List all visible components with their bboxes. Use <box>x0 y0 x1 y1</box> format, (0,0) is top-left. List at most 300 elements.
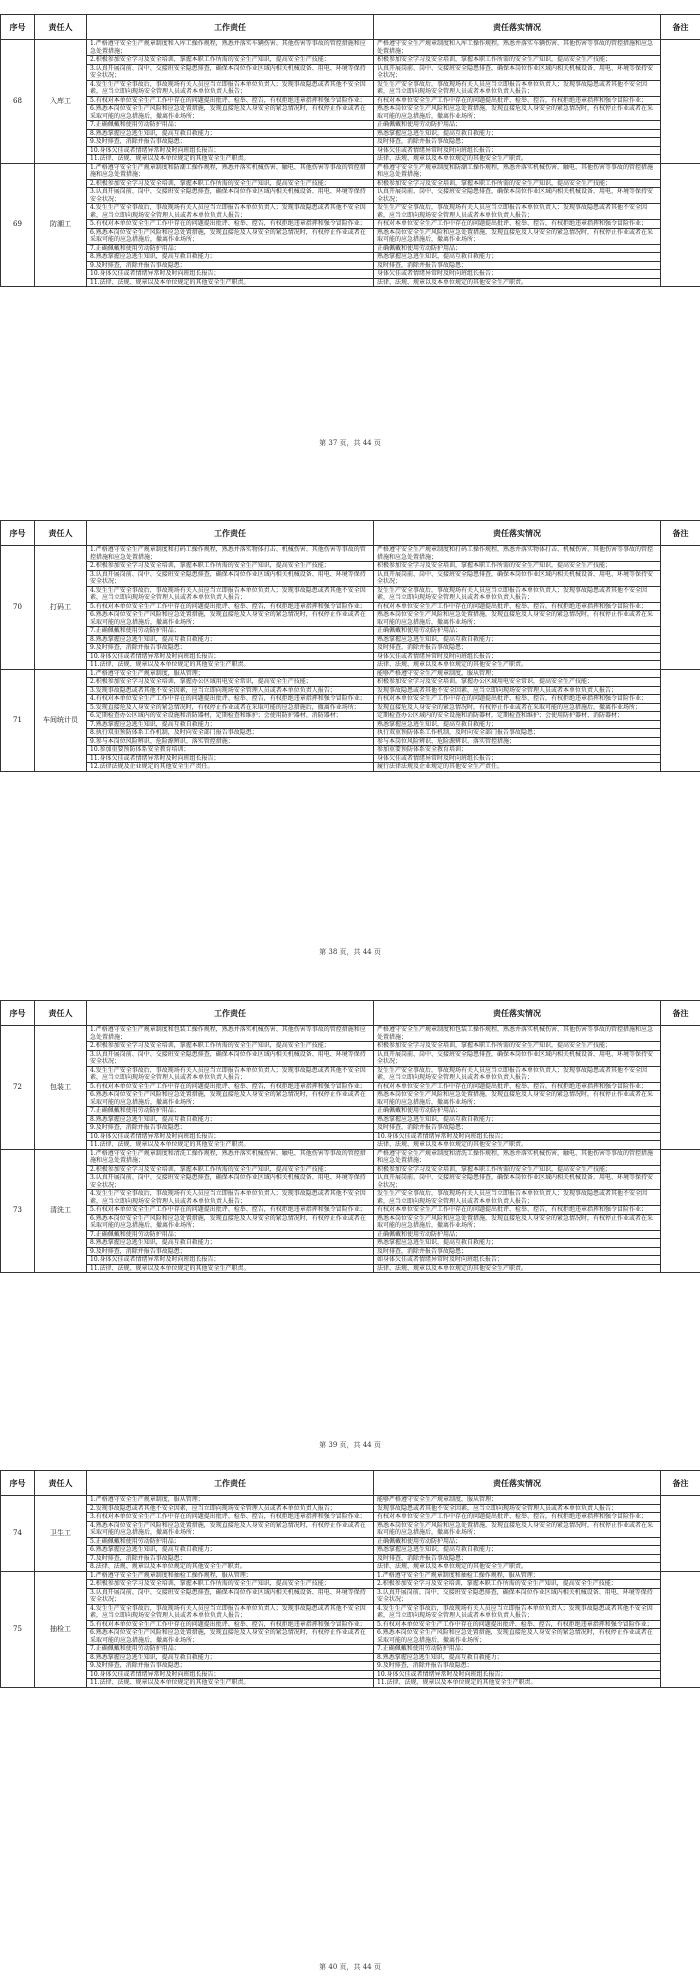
table-row <box>1 1132 700 1141</box>
duty-cell: 3.认真开展岗前、岗中、交接班安全隐患排查，确保本岗位作业区域内相关机械设备、用电、环境等保持安全状况； <box>87 1050 374 1066</box>
remark-cell <box>661 1026 700 1150</box>
role-cell: 入库工 <box>35 40 87 164</box>
duty-table <box>0 520 700 772</box>
table-row <box>1 627 700 636</box>
status-cell: 熟悉掌握应急逃生知识，提高互救自救能力； <box>374 129 661 138</box>
duty-cell: 7.正确佩戴和使用劳动防护用品； <box>87 1645 374 1654</box>
table-row <box>1 644 700 653</box>
duty-cell: 1.严格遵守安全生产规章制度和抽检工操作规程，服从管理； <box>87 1571 374 1580</box>
table-row <box>1 188 700 204</box>
table-row <box>1 64 700 80</box>
header-seq: 序号 <box>1 521 35 546</box>
page-footer: 第 40 页，共 44 页 <box>319 1963 381 1971</box>
remark-cell <box>661 1571 700 1687</box>
status-cell: 发现事故隐患或者其他不安全因素，应当立即向现场安全管理人员或者本单位负责人报告； <box>374 1504 661 1513</box>
status-cell: 熟悉本岗位安全生产风险和应急处置措施，发现直接危及人身安全的紧急情况时，有权停止作业或者在采取可能的应急措施后，撤离作业场所； <box>374 228 661 244</box>
status-cell: 有权对本单位安全生产工作中存在的问题提出批评、检举、控告，有权拒绝违章指挥和强令冒险作业； <box>374 1206 661 1215</box>
table-row <box>1 1513 700 1522</box>
table-header-row <box>1 1471 700 1496</box>
table-row <box>1 661 700 670</box>
role-cell: 清洗工 <box>35 1149 87 1273</box>
status-cell: 8.熟悉掌握应急逃生知识，提高互救自救能力； <box>374 1653 661 1662</box>
table-row <box>1 1174 700 1190</box>
status-cell: 1.严格遵守安全生产规章制度和抽检工操作规程，服从管理； <box>374 1571 661 1580</box>
duty-cell: 10.身体欠佳或者情绪异常时及时向班组长报告； <box>87 1670 374 1679</box>
header-duty: 工作责任 <box>87 1001 374 1026</box>
status-cell: 9.及时排查，消除并报告事故隐患； <box>374 1662 661 1671</box>
table-row <box>1 1496 700 1505</box>
duty-cell: 4.发生生产安全事故后，事故现场有关人员应当立即报告本单位负责人；发现事故隐患或者其他不安全因素，应当立即向现场安全管理人员或者本单位负责人报告； <box>87 1604 374 1620</box>
status-cell: 6.熟悉本岗位安全生产风险和应急处置措施，发现直接危及人身安全的紧急情况时，有权停止作业或者在采取可能的应急措施后，撤离作业场所； <box>374 1629 661 1645</box>
status-cell: 认真开展岗前、岗中、交接班安全隐患排查，确保本岗位作业区域内相关机械设备、用电、环境等保持安全状况； <box>374 570 661 586</box>
duty-cell: 6.熟悉掌握应急逃生知识，提高互救自救能力； <box>87 1546 374 1555</box>
status-cell: 能够严格遵守安全生产规章制度，服从管理； <box>374 1496 661 1505</box>
table-row <box>1 754 700 763</box>
seq-cell: 71 <box>1 669 35 771</box>
duty-table <box>0 1470 700 1688</box>
status-cell: 积极参加安全学习及安全培训，掌握本职工作所需的安全生产知识，提高安全生产技能； <box>374 1042 661 1051</box>
table-row <box>1 686 700 695</box>
table-row <box>1 695 700 704</box>
seq-cell: 73 <box>1 1149 35 1273</box>
table-row <box>1 1264 700 1273</box>
status-cell: 履行法律法规及企业规定的其他安全生产责任。 <box>374 763 661 772</box>
duty-cell: 5.发现直接危及人身安全的紧急情况时，有权停止作业或者在采取可能的应急措施后，撤离作业场所； <box>87 703 374 712</box>
duty-cell: 11.法律、法规、规章以及本单位规定的其他安全生产职责。 <box>87 278 374 287</box>
table-row <box>1 155 700 164</box>
table-row <box>1 1679 700 1688</box>
table-body <box>1 1496 700 1688</box>
status-cell: 熟悉本岗位安全生产风险和应急处置措施，发现直接危及人身安全的紧急情况时，有权停止作业或者在采取可能的应急措施后，撤离作业场所； <box>374 105 661 121</box>
table-row <box>1 40 700 56</box>
table-row <box>1 1206 700 1215</box>
duty-cell: 8.熟悉掌握应急逃生知识，提高互救自救能力； <box>87 129 374 138</box>
duty-cell: 5.有权对本单位安全生产工作中存在的问题提出批评、检举、控告，有权拒绝违章指挥和强令冒险作业； <box>87 602 374 611</box>
table-row <box>1 1239 700 1248</box>
table-row <box>1 1107 700 1116</box>
seq-cell: 72 <box>1 1026 35 1150</box>
status-cell: 熟悉本岗位安全生产风险和应急处置措施，发现直接危及人身安全的紧急情况时，有权停止作业或者在采取可能的应急措施后，撤离作业场所； <box>374 611 661 627</box>
duty-cell: 9.参与本岗位风险辨识、危险源辨识、落实管控措施； <box>87 737 374 746</box>
table-row <box>1 1653 700 1662</box>
table-row <box>1 729 700 738</box>
status-cell: 熟悉掌握应急逃生知识，提高互救自救能力； <box>374 635 661 644</box>
duty-cell: 3.认真开展岗前、岗中、交接班安全隐患排查，确保本岗位作业区域内相关机械设备、用电、环境等保持安全状况； <box>87 1588 374 1604</box>
status-cell: 正确佩戴和使用劳动防护用品； <box>374 627 661 636</box>
table-row <box>1 1141 700 1150</box>
status-cell: 严格遵守安全生产规章制度和入库工操作规程，熟悉并落实车辆伤害、其他伤害等事故的管控措施和应急处置措施； <box>374 40 661 56</box>
duty-table <box>0 1000 700 1273</box>
table-body <box>1 40 700 287</box>
table-row <box>1 179 700 188</box>
duty-cell: 9.及时排查，消除并报告事故隐患； <box>87 1662 374 1671</box>
doc-page-1 <box>0 14 700 287</box>
table-row <box>1 652 700 661</box>
status-cell: 3.认真开展岗前、岗中、交接班安全隐患排查，确保本岗位作业区域内相关机械设备、用电、环境等保持安全状况； <box>374 1588 661 1604</box>
table-row <box>1 56 700 65</box>
duty-cell: 10.身体欠佳或者情绪异常时及时向班组长报告； <box>87 146 374 155</box>
status-cell: 积极参加安全学习及安全培训，掌握本职工作所需的安全生产知识，提高安全生产技能； <box>374 1165 661 1174</box>
status-cell: 参与本岗位风险辨识、危险源辨识、落实管控措施； <box>374 737 661 746</box>
status-cell: 参加重要预防体系安全教育培训； <box>374 746 661 755</box>
table-row <box>1 1247 700 1256</box>
status-cell: 法律、法规、规章以及本单位规定的其他安全生产职责。 <box>374 278 661 287</box>
status-cell: 熟悉掌握应急逃生知识，提高互救自救能力； <box>374 253 661 262</box>
duty-cell: 2.积极参加安全学习及安全培训，掌握本职工作所需的安全生产知识，提高安全生产技能； <box>87 1165 374 1174</box>
page-footer: 第 37 页，共 44 页 <box>319 439 381 447</box>
table-row <box>1 105 700 121</box>
status-cell: 及时排查，消除并报告事故隐患； <box>374 644 661 653</box>
table-row <box>1 602 700 611</box>
table-row <box>1 611 700 627</box>
status-cell: 法律、法规、规章以及本单位规定的其他安全生产职责。 <box>374 1264 661 1273</box>
table-row <box>1 1091 700 1107</box>
table-row <box>1 746 700 755</box>
duty-cell: 11.法律、法规、规章以及本单位规定的其他安全生产职责。 <box>87 155 374 164</box>
role-cell: 车间统计员 <box>35 669 87 771</box>
table-row <box>1 1026 700 1042</box>
remark-cell <box>661 40 700 164</box>
table-row <box>1 546 700 562</box>
duty-cell: 4.有权对本单位安全生产工作中存在的问题提出批评、检举、控告，有权拒绝违章指挥和强令冒险作业； <box>87 695 374 704</box>
duty-cell: 10.身体欠佳或者情绪异常时及时向班组长报告； <box>87 1256 374 1265</box>
table-row <box>1 1230 700 1239</box>
table-row <box>1 228 700 244</box>
status-cell: 身体欠佳或者情绪异常时及时向班组长报告； <box>374 754 661 763</box>
status-cell: 严格遵守安全生产规章制度和清洗工操作规程，熟悉并落实机械伤害、触电、其他伤害等事故的管控措施和应急处置措施； <box>374 1149 661 1165</box>
status-cell: 10.身体欠佳或者情绪异常时及时向班组长报告； <box>374 1132 661 1141</box>
status-cell: 发现事故隐患或者其他不安全因素，应当立即向现场安全管理人员或者本单位负责人报告； <box>374 686 661 695</box>
remark-cell <box>661 1496 700 1572</box>
table-row <box>1 1042 700 1051</box>
table-row <box>1 244 700 253</box>
remark-cell <box>661 546 700 670</box>
status-cell: 身体欠佳或者情绪异常时及时向班组长报告； <box>374 652 661 661</box>
duty-cell: 8.熟悉掌握应急逃生知识，提高互救自救能力； <box>87 1115 374 1124</box>
table-row <box>1 1504 700 1513</box>
duty-cell: 3.认真开展岗前、岗中、交接班安全隐患排查，确保本岗位作业区域内相关机械设备、用电、环境等保持安全状况； <box>87 1174 374 1190</box>
status-cell: 认真开展岗前、岗中、交接班安全隐患排查，确保本岗位作业区域内相关机械设备、用电、环境等保持安全状况； <box>374 1174 661 1190</box>
status-cell: 11.法律、法规、规章以及本单位规定的其他安全生产职责。 <box>374 1679 661 1688</box>
table-row <box>1 1588 700 1604</box>
duty-cell: 7.正确佩戴和使用劳动防护用品； <box>87 121 374 130</box>
table-row <box>1 138 700 147</box>
table-row <box>1 586 700 602</box>
status-cell: 熟悉掌握应急逃生知识，提高互救自救能力； <box>374 1546 661 1555</box>
duty-cell: 9.及时排查，消除并报告事故隐患； <box>87 1247 374 1256</box>
duty-cell: 8.熟悉掌握应急逃生知识，提高互救自救能力； <box>87 635 374 644</box>
seq-cell: 74 <box>1 1496 35 1572</box>
status-cell: 身体欠佳或者情绪异常时及时向班组长报告； <box>374 146 661 155</box>
duty-cell: 1.严格遵守安全生产规章制度，服从管理； <box>87 669 374 678</box>
status-cell: 法律、法规、规章以及本单位规定的其他安全生产职责。 <box>374 1141 661 1150</box>
status-cell: 发现直接危及人身安全的紧急情况时，有权停止作业或者在采取可能的应急措施后，撤离作业场所； <box>374 703 661 712</box>
duty-cell: 6.熟悉本岗位安全生产风险和应急处置措施，发现直接危及人身安全的紧急情况时，有权停止作业或者在采取可能的应急措施后，撤离作业场所； <box>87 1629 374 1645</box>
duty-cell: 6.熟悉本岗位安全生产风险和应急处置措施，发现直接危及人身安全的紧急情况时，有权停止作业或者在采取可能的应急措施后，撤离作业场所； <box>87 228 374 244</box>
duty-cell: 9.及时排查，消除并报告事故隐患； <box>87 261 374 270</box>
duty-cell: 3.认真开展岗前、岗中、交接班安全隐患排查，确保本岗位作业区域内相关机械设备、用电、环境等保持安全状况； <box>87 188 374 204</box>
status-cell: 及时排查，消除并报告事故隐患； <box>374 261 661 270</box>
status-cell: 及时排查，消除并报告事故隐患； <box>374 138 661 147</box>
status-cell: 正确佩戴和使用劳动防护用品； <box>374 244 661 253</box>
seq-cell: 69 <box>1 163 35 287</box>
header-seq: 序号 <box>1 1471 35 1496</box>
page-footer: 第 39 页，共 44 页 <box>319 1441 381 1449</box>
seq-cell: 75 <box>1 1571 35 1687</box>
status-cell: 认真开展岗前、岗中、交接班安全隐患排查，确保本岗位作业区域内相关机械设备、用电、环境等保持安全状况； <box>374 64 661 80</box>
status-cell: 法律、法规、规章以及本单位规定的其他安全生产职责。 <box>374 661 661 670</box>
duty-cell: 4.发生生产安全事故后，事故现场有关人员应当立即报告本单位负责人；发现事故隐患或者其他不安全因素，应当立即向现场安全管理人员或者本单位负责人报告； <box>87 204 374 220</box>
duty-cell: 2.发现事故隐患或者其他不安全因素，应当立即向现场安全管理人员或者本单位负责人报告； <box>87 1504 374 1513</box>
table-row <box>1 1066 700 1082</box>
status-cell: 熟悉本岗位安全生产风险和应急处置措施，发现直接危及人身安全的紧急情况时，有权停止作业或者在采取可能的应急措施后，撤离作业场所； <box>374 1214 661 1230</box>
table-header-row <box>1 1001 700 1026</box>
status-cell: 正确佩戴和使用劳动防护用品； <box>374 1107 661 1116</box>
table-row <box>1 278 700 287</box>
status-cell: 如身体欠佳或者情绪异常时及时向班组长报告； <box>374 1256 661 1265</box>
status-cell: 有权对本单位安全生产工作中存在的问题提出批评、检举、控告，有权拒绝违章指挥和强令冒险作业； <box>374 1513 661 1522</box>
status-cell: 5.有权对本单位安全生产工作中存在的问题提出批评、检举、控告，有权拒绝违章指挥和强令冒险作业； <box>374 1620 661 1629</box>
duty-cell: 4.发生生产安全事故后，事故现场有关人员应当立即报告本单位负责人；发现事故隐患或者其他不安全因素，应当立即向现场安全管理人员或者本单位负责人报告； <box>87 1190 374 1206</box>
page-footer: 第 38 页，共 44 页 <box>319 948 381 956</box>
doc-page-3 <box>0 1000 700 1273</box>
duty-cell: 7.及时排查，消除并报告事故隐患； <box>87 1554 374 1563</box>
header-role: 责任人 <box>35 521 87 546</box>
table-row <box>1 737 700 746</box>
header-duty: 工作责任 <box>87 1471 374 1496</box>
table-row <box>1 253 700 262</box>
table-row <box>1 1165 700 1174</box>
header-seq: 序号 <box>1 15 35 40</box>
duty-cell: 8.执行双重预防体系工作机制，及时向安全部门报告事故隐患； <box>87 729 374 738</box>
table-row <box>1 220 700 229</box>
table-row <box>1 163 700 179</box>
status-cell: 熟悉掌握应急逃生知识，提高互救自救能力； <box>374 720 661 729</box>
status-cell: 能够严格遵守安全生产规章制度，服从管理； <box>374 669 661 678</box>
table-row <box>1 1190 700 1206</box>
duty-cell: 10.身体欠佳或者情绪异常时及时向班组长报告； <box>87 1132 374 1141</box>
duty-cell: 7.正确佩戴和使用劳动防护用品； <box>87 1230 374 1239</box>
status-cell: 正确佩戴和使用劳动防护用品； <box>374 121 661 130</box>
status-cell: 及时排查，消除并报告事故隐患； <box>374 1247 661 1256</box>
status-cell: 积极参加安全学习及安全培训，掌握本职工作所需的安全生产知识，提高安全生产技能； <box>374 562 661 571</box>
header-status: 责任落实情况 <box>374 521 661 546</box>
table-row <box>1 1670 700 1679</box>
table-row <box>1 570 700 586</box>
table-row <box>1 1645 700 1654</box>
status-cell: 及时排查，消除并报告事故隐患； <box>374 1124 661 1133</box>
duty-cell: 2.积极参加安全学习及安全培训，掌握本职工作所需的安全生产知识，提高安全生产技能； <box>87 1042 374 1051</box>
duty-cell: 4.熟悉本岗位安全生产风险和应急处置措施，发现直接危及人身安全的紧急情况时，有权停止作业或者在采取可能的应急措施后，撤离作业场所； <box>87 1521 374 1537</box>
table-row <box>1 261 700 270</box>
duty-cell: 5.有权对本单位安全生产工作中存在的问题提出批评、检举、控告，有权拒绝违章指挥和强令冒险作业； <box>87 96 374 105</box>
duty-cell: 7.正确佩戴和使用劳动防护用品； <box>87 627 374 636</box>
table-row <box>1 1620 700 1629</box>
seq-cell: 70 <box>1 546 35 670</box>
duty-cell: 7.熟悉掌握应急逃生知识，提高互救自救能力； <box>87 720 374 729</box>
duty-cell: 6.熟悉本岗位安全生产风险和应急处置措施，发现直接危及人身安全的紧急情况时，有权停止作业或者在采取可能的应急措施后，撤离作业场所； <box>87 105 374 121</box>
table-row <box>1 1082 700 1091</box>
status-cell: 法律、法规、规章以及本单位规定的其他安全生产职责。 <box>374 155 661 164</box>
table-row <box>1 635 700 644</box>
header-status: 责任落实情况 <box>374 1001 661 1026</box>
status-cell: 发生生产安全事故后，事故现场有关人员应当立即报告本单位负责人；发现事故隐患或者其他不安全因素，应当立即向现场安全管理人员或者本单位负责人报告； <box>374 586 661 602</box>
status-cell: 发生生产安全事故后，事故现场有关人员应当立即报告本单位负责人；发现事故隐患或者其他不安全因素，应当立即向现场安全管理人员或者本单位负责人报告； <box>374 80 661 96</box>
status-cell: 正确佩戴和使用劳动防护用品； <box>374 1537 661 1546</box>
table-row <box>1 1546 700 1555</box>
header-remark: 备注 <box>661 1001 700 1026</box>
status-cell: 熟悉掌握应急逃生知识，提高互救自救能力； <box>374 1115 661 1124</box>
table-row <box>1 1214 700 1230</box>
header-role: 责任人 <box>35 1001 87 1026</box>
table-row <box>1 712 700 721</box>
status-cell: 定期检查办公区域内的安全设施和消防器材，定期检查和维护；会使用防护器材、消防器材； <box>374 712 661 721</box>
status-cell: 发生生产安全事故后，事故现场有关人员应当立即报告本单位负责人；发现事故隐患或者其他不安全因素，应当立即向现场安全管理人员或者本单位负责人报告； <box>374 1190 661 1206</box>
duty-cell: 11.法律、法规、规章以及本单位规定的其他安全生产职责。 <box>87 1141 374 1150</box>
duty-cell: 1.严格遵守安全生产规章制度和打码工操作规程，熟悉并落实物体打击、机械伤害、其他伤害等事故的管控措施和应急处置措施； <box>87 546 374 562</box>
header-remark: 备注 <box>661 1471 700 1496</box>
status-cell: 法律、法规、规章以及本单位规定的其他安全生产职责。 <box>374 1563 661 1572</box>
duty-cell: 9.及时排查，消除并报告事故隐患； <box>87 644 374 653</box>
duty-cell: 5.有权对本单位安全生产工作中存在的问题提出批评、检举、控告，有权拒绝违章指挥和强令冒险作业； <box>87 1082 374 1091</box>
status-cell: 2.积极参加安全学习及安全培训，掌握本职工作所需的安全生产知识，提高安全生产技能； <box>374 1580 661 1589</box>
duty-cell: 11.法律、法规、规章以及本单位规定的其他安全生产职责。 <box>87 1679 374 1688</box>
duty-cell: 2.积极参加安全学习及安全培训，掌握本职工作所需的安全生产知识，提高安全生产技能； <box>87 56 374 65</box>
table-row <box>1 562 700 571</box>
duty-cell: 7.正确佩戴和使用劳动防护用品； <box>87 244 374 253</box>
table-row <box>1 96 700 105</box>
table-row <box>1 1571 700 1580</box>
header-role: 责任人 <box>35 1471 87 1496</box>
duty-cell: 8.法律、法规、规章以及本单位规定的其他安全生产职责。 <box>87 1563 374 1572</box>
table-body <box>1 546 700 772</box>
duty-cell: 9.及时排查，消除并报告事故隐患； <box>87 138 374 147</box>
duty-table <box>0 14 700 287</box>
table-row <box>1 1521 700 1537</box>
status-cell: 积极参加安全学习及安全培训，掌握本职工作所需的安全生产知识，提高安全生产技能； <box>374 56 661 65</box>
status-cell: 正确佩戴和使用劳动防护用品； <box>374 1230 661 1239</box>
duty-cell: 12.法律法规及企业规定的其他安全生产责任。 <box>87 763 374 772</box>
status-cell: 4.发生生产安全事故后，事故现场有关人员应当立即报告本单位负责人；发现事故隐患或者其他不安全因素，应当立即向现场安全管理人员或者本单位负责人报告； <box>374 1604 661 1620</box>
status-cell: 及时排查，消除并报告事故隐患； <box>374 1554 661 1563</box>
status-cell: 发生生产安全事故后，事故现场有关人员应当立即报告本单位负责人；发现事故隐患或者其他不安全因素，应当立即向现场安全管理人员或者本单位负责人报告； <box>374 204 661 220</box>
duty-cell: 1.严格遵守安全生产规章制度和入库工操作规程，熟悉并落实车辆伤害、其他伤害等事故的管控措施和应急处置措施； <box>87 40 374 56</box>
seq-cell: 68 <box>1 40 35 164</box>
status-cell: 有权对本单位安全生产工作中存在的问题提出批评、检举、控告，有权拒绝违章指挥和强令冒险作业； <box>374 1082 661 1091</box>
status-cell: 积极参加安全学习及安全培训，掌握本职工作所需的安全生产知识，提高安全生产技能； <box>374 179 661 188</box>
status-cell: 有权对本单位安全生产工作中存在的问题提出批评、检举、控告，有权拒绝违章指挥和强令冒险作业； <box>374 96 661 105</box>
table-row <box>1 1537 700 1546</box>
doc-page-2 <box>0 520 700 772</box>
table-row <box>1 1604 700 1620</box>
table-row <box>1 146 700 155</box>
status-cell: 熟悉本岗位安全生产风险和应急处置措施，发现直接危及人身安全的紧急情况时，有权停止作业或者在采取可能的应急措施后，撤离作业场所； <box>374 1521 661 1537</box>
status-cell: 熟悉掌握应急逃生知识，提高互救自救能力； <box>374 1239 661 1248</box>
duty-cell: 1.严格遵守安全生产规章制度和包装工操作规程，熟悉并落实机械伤害、其他伤害等事故的管控措施和应急处置措施； <box>87 1026 374 1042</box>
duty-cell: 6.熟悉本岗位安全生产风险和应急处置措施，发现直接危及人身安全的紧急情况时，有权停止作业或者在采取可能的应急措施后，撤离作业场所； <box>87 1091 374 1107</box>
status-cell: 10.身体欠佳或者情绪异常时及时向班组长报告； <box>374 1670 661 1679</box>
duty-cell: 8.熟悉掌握应急逃生知识，提高互救自救能力； <box>87 1239 374 1248</box>
table-header-row <box>1 521 700 546</box>
duty-cell: 2.积极参加安全学习及安全培训，掌握本职工作所需的安全生产知识，提高安全生产技能； <box>87 562 374 571</box>
table-row <box>1 1050 700 1066</box>
duty-cell: 2.积极参加安全学习及安全培训，掌握本职工作所需的安全生产知识，提高安全生产技能； <box>87 1580 374 1589</box>
table-row <box>1 763 700 772</box>
status-cell: 熟悉本岗位安全生产风险和应急处置措施，发现直接危及人身安全的紧急情况时，有权停止作业或者在采取可能的应急措施后，撤离作业场所； <box>374 1091 661 1107</box>
status-cell: 认真开展岗前、岗中、交接班安全隐患排查，确保本岗位作业区域内相关机械设备、用电、环境等保持安全状况； <box>374 1050 661 1066</box>
header-role: 责任人 <box>35 15 87 40</box>
table-row <box>1 1662 700 1671</box>
table-row <box>1 669 700 678</box>
duty-cell: 1.严格遵守安全生产规章制度，服从管理； <box>87 1496 374 1505</box>
status-cell: 积极参加安全学习及安全培训，掌握办公区域用电安全常识，提高安全生产技能； <box>374 678 661 687</box>
remark-cell <box>661 163 700 287</box>
duty-cell: 10.身体欠佳或者情绪异常时及时向班组长报告； <box>87 270 374 279</box>
status-cell: 有权对本单位安全生产工作中存在的问题提出批评、检举、控告，有权拒绝违章指挥和强令冒险作业； <box>374 695 661 704</box>
doc-page-4 <box>0 1470 700 1688</box>
header-status: 责任落实情况 <box>374 1471 661 1496</box>
table-row <box>1 1563 700 1572</box>
header-duty: 工作责任 <box>87 15 374 40</box>
duty-cell: 9.及时排查，消除并报告事故隐患； <box>87 1124 374 1133</box>
table-row <box>1 270 700 279</box>
table-row <box>1 80 700 96</box>
table-body <box>1 1026 700 1273</box>
duty-cell: 7.正确佩戴和使用劳动防护用品； <box>87 1107 374 1116</box>
duty-cell: 10.参加重要预防体系安全教育培训； <box>87 746 374 755</box>
status-cell: 有权对本单位安全生产工作中存在的问题提出批评、检举、控告，有权拒绝违章指挥和强令冒险作业； <box>374 220 661 229</box>
header-remark: 备注 <box>661 521 700 546</box>
table-row <box>1 121 700 130</box>
remark-cell <box>661 1149 700 1273</box>
header-seq: 序号 <box>1 1001 35 1026</box>
duty-cell: 6.熟悉本岗位安全生产风险和应急处置措施，发现直接危及人身安全的紧急情况时，有权停止作业或者在采取可能的应急措施后，撤离作业场所； <box>87 1214 374 1230</box>
duty-cell: 5.有权对本单位安全生产工作中存在的问题提出批评、检举、控告，有权拒绝违章指挥和强令冒险作业； <box>87 1206 374 1215</box>
header-remark: 备注 <box>661 15 700 40</box>
table-row <box>1 1580 700 1589</box>
duty-cell: 4.发生生产安全事故后，事故现场有关人员应当立即报告本单位负责人；发现事故隐患或者其他不安全因素，应当立即向现场安全管理人员或者本单位负责人报告； <box>87 1066 374 1082</box>
status-cell: 发生生产安全事故后，事故现场有关人员应当立即报告本单位负责人；发现事故隐患或者其他不安全因素，应当立即向现场安全管理人员或者本单位负责人报告； <box>374 1066 661 1082</box>
duty-cell: 5.有权对本单位安全生产工作中存在的问题提出批评、检举、控告，有权拒绝违章指挥和强令冒险作业； <box>87 220 374 229</box>
duty-cell: 8.熟悉掌握应急逃生知识，提高互救自救能力； <box>87 253 374 262</box>
duty-cell: 1.严格遵守安全生产规章制度和清洗工操作规程，熟悉并落实机械伤害、触电、其他伤害等事故的管控措施和应急处置措施； <box>87 1149 374 1165</box>
header-status: 责任落实情况 <box>374 15 661 40</box>
status-cell: 7.正确佩戴和使用劳动防护用品； <box>374 1645 661 1654</box>
role-cell: 卫生工 <box>35 1496 87 1572</box>
table-row <box>1 703 700 712</box>
duty-cell: 3.认真开展岗前、岗中、交接班安全隐患排查，确保本岗位作业区域内相关机械设备、用电、环境等保持安全状况； <box>87 570 374 586</box>
table-row <box>1 720 700 729</box>
table-row <box>1 1629 700 1645</box>
duty-cell: 6.定期检查办公区域内的安全设施和消防器材，定期检查和维护；会使用防护器材、消防器材； <box>87 712 374 721</box>
duty-cell: 1.严格遵守安全生产规章制度和防潮工操作规程，熟悉并落实机械伤害、触电、其他伤害等事故的管控措施和应急处置措施； <box>87 163 374 179</box>
duty-cell: 2.积极参加安全学习及安全培训，掌握办公区域用电安全常识，提高安全生产技能； <box>87 678 374 687</box>
table-row <box>1 204 700 220</box>
duty-cell: 3.认真开展岗前、岗中、交接班安全隐患排查，确保本岗位作业区域内相关机械设备、用电、环境等保持安全状况； <box>87 64 374 80</box>
table-row <box>1 1149 700 1165</box>
duty-cell: 8.熟悉掌握应急逃生知识，提高互救自救能力； <box>87 1653 374 1662</box>
duty-cell: 4.发生生产安全事故后，事故现场有关人员应当立即报告本单位负责人；发现事故隐患或者其他不安全因素，应当立即向现场安全管理人员或者本单位负责人报告； <box>87 80 374 96</box>
remark-cell <box>661 669 700 771</box>
role-cell: 包装工 <box>35 1026 87 1150</box>
duty-cell: 11.法律、法规、规章以及本单位规定的其他安全生产职责。 <box>87 661 374 670</box>
status-cell: 有权对本单位安全生产工作中存在的问题提出批评、检举、控告，有权拒绝违章指挥和强令冒险作业； <box>374 602 661 611</box>
status-cell: 严格遵守安全生产规章制度和包装工操作规程，熟悉并落实机械伤害、其他伤害等事故的管控措施和应急处置措施； <box>374 1026 661 1042</box>
duty-cell: 10.身体欠佳或者情绪异常时及时向班组长报告； <box>87 652 374 661</box>
table-header-row <box>1 15 700 40</box>
duty-cell: 3.发现事故隐患或者其他不安全因素，应当立即向现场安全管理人员或者本单位负责人报告； <box>87 686 374 695</box>
table-row <box>1 1124 700 1133</box>
